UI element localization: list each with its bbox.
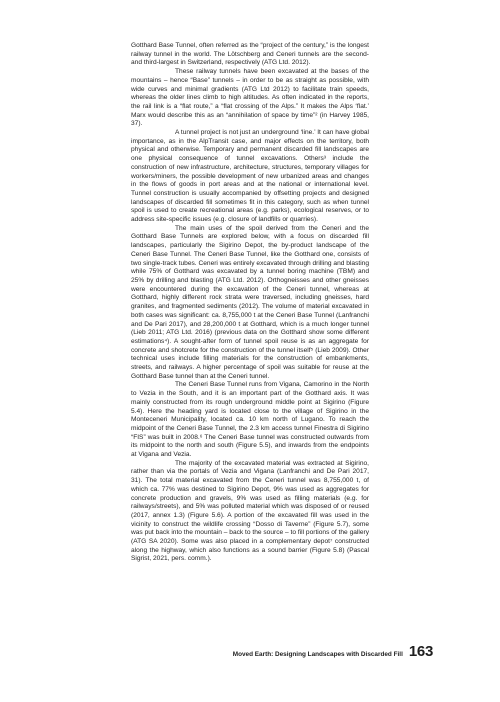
body-text (131, 42, 369, 564)
paragraph-4: The main uses of the spoil derived from the Ceneri and the Gotthard Base Tunnels are explored below, with a focus on discarded fill landscapes, particularly the Sigirino Depot, the by-product landscape of the Ceneri Base Tunnel. The Ceneri Base Tunnel, like the Gotthard one, consists of two single-track tubes. Ceneri was entirely excavated through drilling and blasting while 75% of Gotthard was excavated by a tunnel boring machine (TBM) and 25% by drilling and blasting (ATG Ltd. 2012). Orthogneisses and other gneisses were encountered during the excavation of the Ceneri tunnel, whereas at Gotthard, highly different rock strata were traversed, including gneisses, hard granites, and fragmented sediments (2012). The volume of material excavated in both cases was significant: ca. 8,755,000 t at the Ceneri Base Tunnel (Lanfranchi and De Pari 2017), and 28,200,000 t at Gotthard, which is a much longer tunnel (Lieb 2011; ATG Ltd. 2016) (previous data on the Gotthard show some different estimations⁴). A sought-after form of tunnel spoil reuse is as an aggregate for concrete and shotcrete for the construction of the tunnel itself⁵ (Lieb 2009). Other technical uses include filling materials for the construction of embankments, streets, and railways. A higher percentage of spoil was suitable for reuse at the Gotthard Base tunnel than at the Ceneri tunnel. (131, 224, 369, 380)
page-number: 163 (408, 643, 433, 660)
page-footer (131, 643, 433, 660)
paragraph-5: The Ceneri Base Tunnel runs from Vigana, Camorino in the North to Vezia in the South, and it is an important part of the Gotthard axis. It was mainly constructed from its rough underground middle point at Sigirino (Figure 5.4). Here the heading yard is located close to the village of Sigirino in the Monteceneri Municipality, located ca. 10 km north of Lugano. To reach the midpoint of the Ceneri Base Tunnel, the 2.3 km access tunnel Finestra di Sigirino “FIS” was built in 2008.⁶ The Ceneri Base tunnel was constructed outwards from its midpoint to the north and south (Figure 5.5), and inwards from the endpoints at Vigana and Vezia. (131, 381, 369, 459)
paragraph-2: These railway tunnels have been excavated at the bases of the mountains – hence “Base” tunnels – in order to be as straight as possible, with wide curves and minimal gradients (ATG Ltd 2012) to facilitate train speeds, whereas the older lines climb to high altitudes. As often indicated in the reports, the rail link is a “flat route,” a “flat crossing of the Alps.” It makes the Alps ‘flat.’ Marx would describe this as an “annihilation of space by time”² (in Harvey 1985, 37). (131, 68, 369, 128)
paragraph-6: The majority of the excavated material was extracted at Sigirino, rather than via the portals of Vezia and Vigana (Lanfranchi and De Pari 2017, 31). The total material excavated from the Ceneri tunnel was 8,755,000 t, of which ca. 77% was destined to Sigirino Depot, 9% was used as aggregates for concrete production and gravels, 9% was used as filling materials (e.g. for railways/streets), and 5% was polluted material which was disposed of or reused (2017, annex 1.3) (Figure 5.6). A portion of the excavated fill was used in the vicinity to construct the wildlife crossing “Dosso di Taverne” (Figure 5.7), some was put back into the mountain – back to the source – to fill portions of the gallery (ATG SA 2020). Some was also placed in a complementary depot⁷ constructed along the highway, which also functions as a sound barrier (Figure 5.8) (Pascal Sigrist, 2021, pers. comm.). (131, 459, 369, 563)
running-title: Moved Earth: Designing Landscapes with Discarded Fill (232, 651, 403, 658)
paragraph-3: A tunnel project is not just an underground ‘line.’ It can have global importance, as in the AlpTransit case, and major effects on the territory, both physical and otherwise. Temporary and permanent discarded fill landscapes are one physical consequence of tunnel excavations. Others³ include the construction of new infrastructure, architecture, structures, temporary villages for workers/miners, the possible development of new urbanized areas and changes in the flows of goods in port areas and at the national or international level. Tunnel construction is usually accompanied by offsetting projects and designed landscapes of discarded fill sometimes fit in this category, such as when tunnel spoil is used to create recreational areas (e.g. parks), ecological reserves, or to address site-specific issues (e.g. closure of landfills or quarries). (131, 129, 369, 224)
paragraph-1: Gotthard Base Tunnel, often referred as the “project of the century,” is the longest railway tunnel in the world. The Lötschberg and Ceneri tunnels are the second- and third-largest in Switzerland, respectively (ATG Ltd. 2012). (131, 42, 369, 67)
